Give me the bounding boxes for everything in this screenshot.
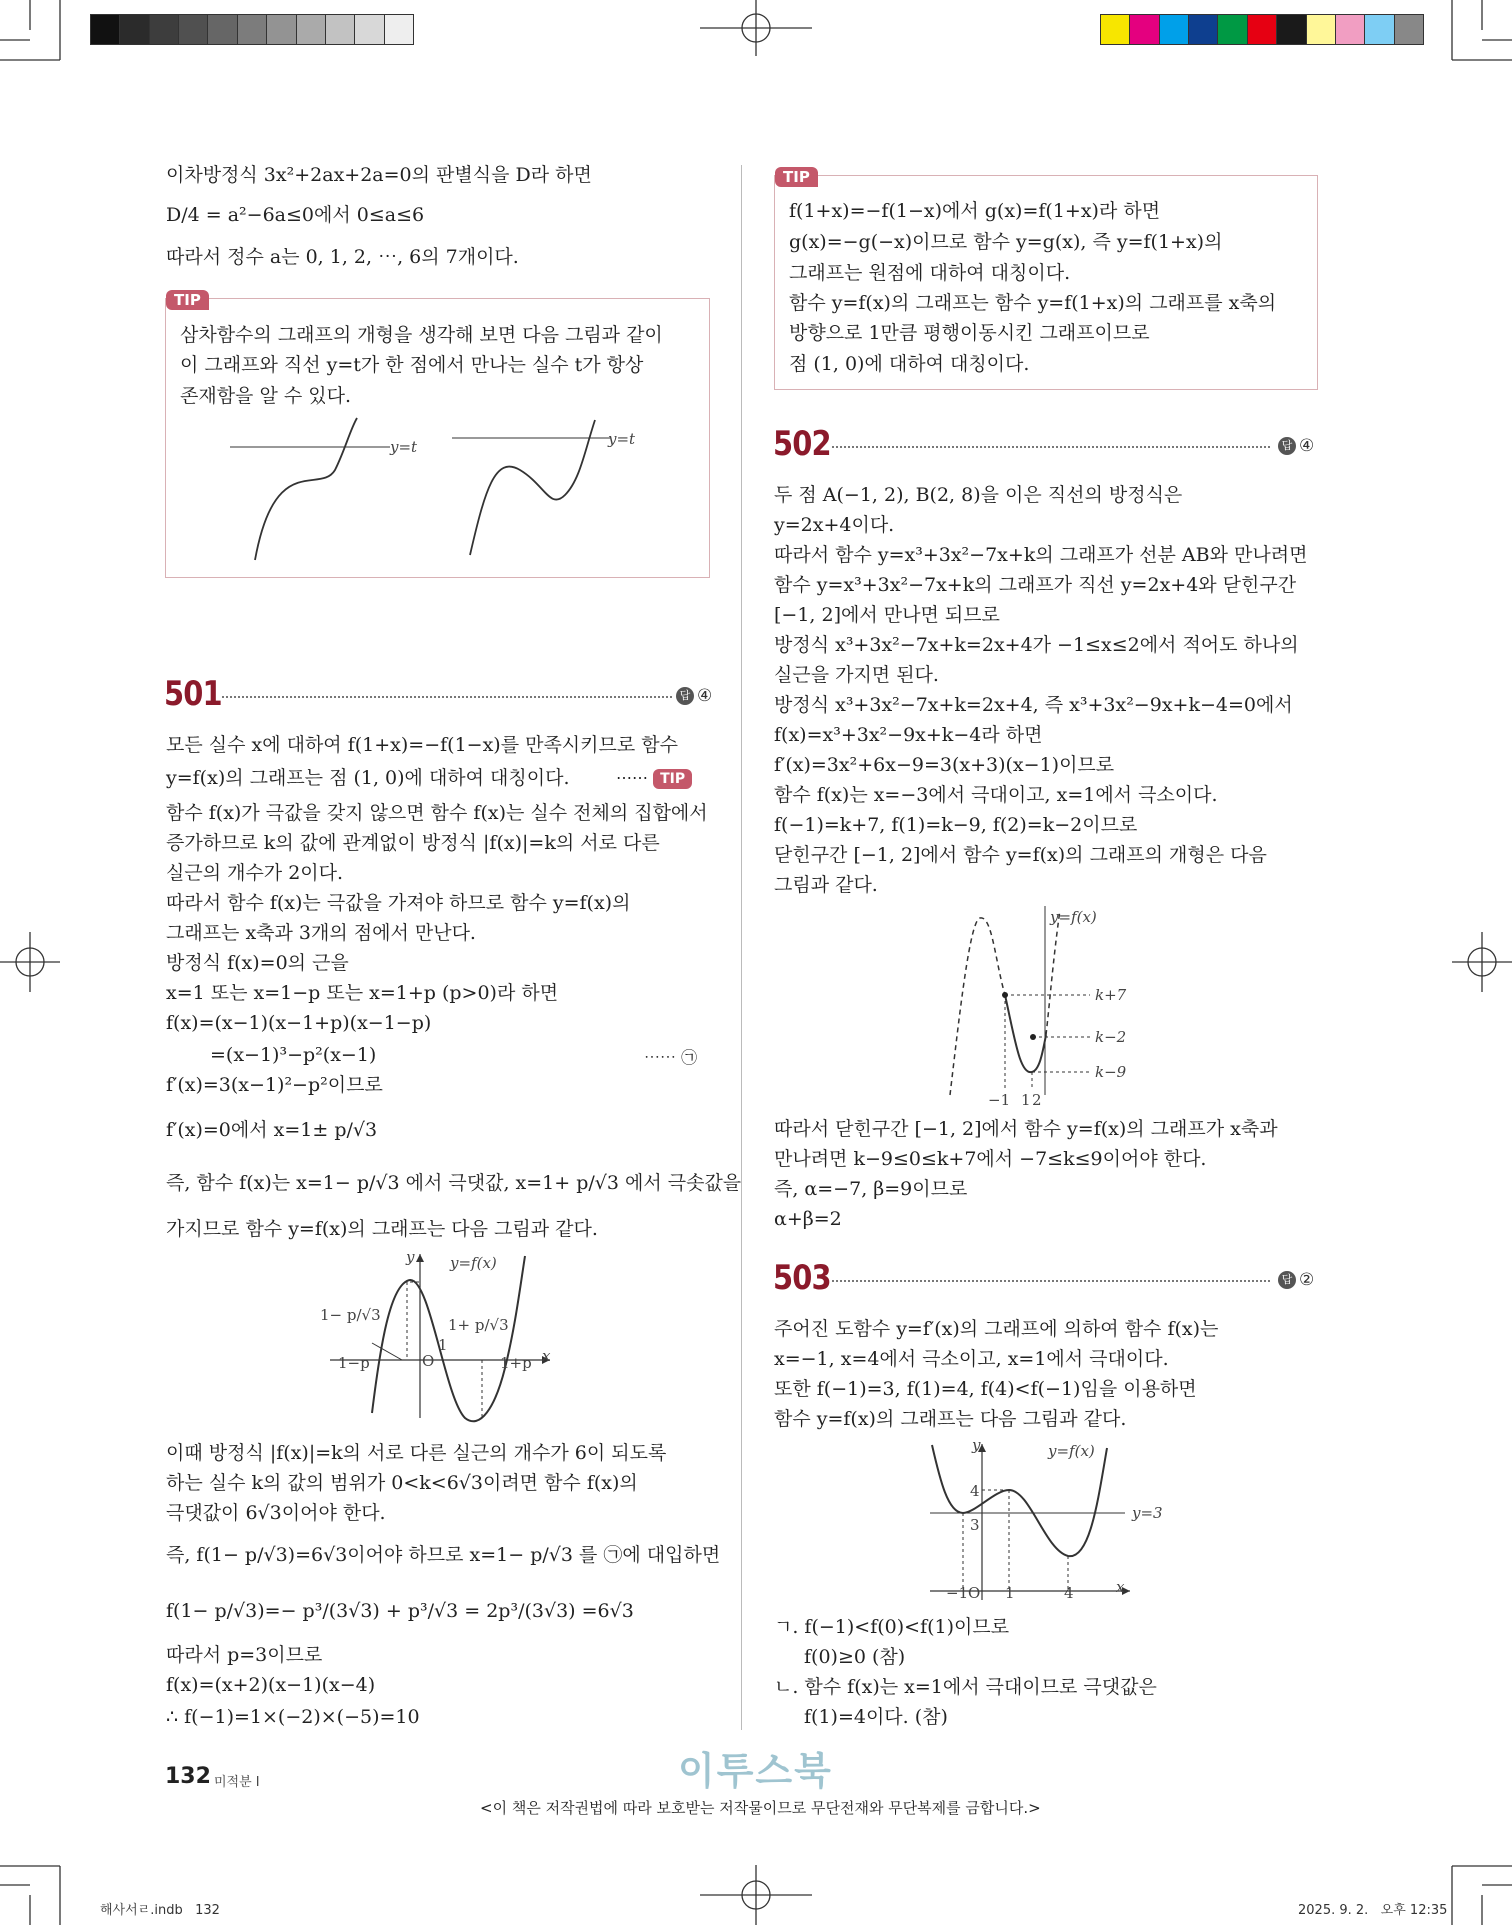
quartic-curve — [932, 1445, 1107, 1556]
intro-line-2: D/4 = a²−6a≤0에서 0≤a≤6 — [166, 204, 425, 226]
p501-line-6: 따라서 함수 f(x)는 극값을 가져야 하므로 함수 y=f(x)의 — [166, 892, 631, 914]
problem-501-dots — [222, 696, 672, 698]
tip-cubic-graphs — [220, 410, 640, 570]
p502-line-13: 닫힌구간 [−1, 2]에서 함수 y=f(x)의 그래프의 개형은 다음 — [774, 844, 1267, 866]
p503-line-3: 또한 f(−1)=3, f(1)=4, f(4)<f(−1)임을 이용하면 — [774, 1378, 1197, 1400]
p501-line-9: x=1 또는 x=1−p 또는 x=1+p (p>0)라 하면 — [166, 982, 559, 1004]
p501-line-13: f′(x)=0에서 x=1± p/√3 — [166, 1119, 378, 1141]
graph-one: 1 — [438, 1336, 448, 1354]
right-tip-line-5: 방향으로 1만큼 평행이동시킨 그래프이므로 — [789, 322, 1150, 344]
p502-line-8: 방정식 x³+3x²−7x+k=2x+4, 즉 x³+3x²−9x+k−4=0에서 — [774, 694, 1293, 716]
p501-line-15: 가지므로 함수 y=f(x)의 그래프는 다음 그림과 같다. — [166, 1218, 598, 1240]
graph-y-label: y — [972, 1440, 981, 1454]
copyright-notice: <이 책은 저작권법에 따라 보호받는 저작물이므로 무단전재와 무단복제를 금합니다.> — [480, 1799, 1041, 1817]
graph-min-x: 1+ p/√3 — [448, 1316, 509, 1334]
p503-line-1: 주어진 도함수 y=f′(x)의 그래프에 의하여 함수 f(x)는 — [774, 1318, 1219, 1340]
graph-x-label: x — [542, 1347, 551, 1365]
tip1-line-3: 존재함을 알 수 있다. — [180, 385, 351, 407]
p502-line-4: 함수 y=x³+3x²−7x+k의 그래프가 직선 y=2x+4와 닫힌구간 — [774, 574, 1297, 596]
label-x-2: 2 — [1032, 1091, 1042, 1109]
graph-y4: 4 — [970, 1482, 980, 1500]
graph-x1: 1 — [1005, 1584, 1015, 1602]
point-k-minus-2 — [1030, 1034, 1036, 1040]
right-tip-line-2: g(x)=−g(−x)이므로 함수 y=g(x), 즉 y=f(1+x)의 — [789, 231, 1223, 253]
problem-503-dots — [832, 1280, 1270, 1282]
right-tip-line-3: 그래프는 원점에 대하여 대칭이다. — [789, 262, 1071, 284]
p501-after-5: f(1− p/√3)=− p³/(3√3) + p³/√3 = 2p³/(3√3) =6√3 — [166, 1600, 634, 1622]
label-k-minus-9: k−9 — [1095, 1063, 1127, 1081]
p502-graph — [940, 900, 1160, 1110]
label-k-minus-2: k−2 — [1095, 1028, 1127, 1046]
graph-origin: O — [422, 1352, 435, 1370]
right-tip-label: TIP — [775, 167, 818, 187]
p502-line-11: 함수 f(x)는 x=−3에서 극대이고, x=1에서 극소이다. — [774, 784, 1218, 806]
p501-line-3: 함수 f(x)가 극값을 갖지 않으면 함수 f(x)는 실수 전체의 집합에서 — [166, 802, 708, 824]
p502-line-14: 그림과 같다. — [774, 874, 878, 896]
intro-line-1: 이차방정식 3x²+2ax+2a=0의 판별식을 D라 하면 — [166, 164, 592, 186]
right-tip-line-6: 점 (1, 0)에 대하여 대칭이다. — [789, 353, 1030, 375]
label-k-plus-7: k+7 — [1095, 986, 1127, 1004]
p501-graph — [310, 1248, 570, 1428]
tip1-line-2: 이 그래프와 직선 y=t가 한 점에서 만나는 실수 t가 항상 — [180, 354, 644, 376]
p501-after-3: 극댓값이 6√3이어야 한다. — [166, 1502, 386, 1524]
p502-after-4: α+β=2 — [774, 1208, 842, 1230]
p502-line-10: f′(x)=3x²+6x−9=3(x+3)(x−1)이므로 — [774, 754, 1115, 776]
graph-origin: O — [968, 1584, 981, 1602]
graph-line-label: y=3 — [1132, 1504, 1163, 1522]
p501-line-7: 그래프는 x축과 3개의 점에서 만난다. — [166, 922, 476, 944]
p502-line-1: 두 점 A(−1, 2), B(2, 8)을 이은 직선의 방정식은 — [774, 484, 1183, 506]
p502-after-2: 만나려면 k−9≤0≤k+7에서 −7≤k≤9이어야 한다. — [774, 1148, 1207, 1170]
subject-label: 미적분 I — [214, 1775, 260, 1790]
graph-x-neg1: −1 — [946, 1584, 969, 1602]
problem-503-answer: 답 ② — [1278, 1270, 1314, 1290]
p501-after-4: 즉, f(1− p/√3)=6√3이어야 하므로 x=1− p/√3 를 ㉠에 대입하면 — [166, 1544, 721, 1566]
p502-line-9: f(x)=x³+3x²−9x+k−4라 하면 — [774, 724, 1043, 746]
p501-after-1: 이때 방정식 |f(x)|=k의 서로 다른 실근의 개수가 6이 되도록 — [166, 1442, 667, 1464]
label-x-neg1: −1 — [988, 1091, 1011, 1109]
problem-502-dots — [832, 446, 1270, 448]
p501-after-8: ∴ f(−1)=1×(−2)×(−5)=10 — [166, 1706, 420, 1728]
p503-line-2: x=−1, x=4에서 극소이고, x=1에서 극대이다. — [774, 1348, 1169, 1370]
problem-503-number: 503 — [773, 1258, 831, 1298]
p501-marker: ⋯⋯ ㉠ — [644, 1048, 698, 1067]
cubic-curve-monotone — [255, 418, 357, 560]
point-k-plus-7 — [1002, 992, 1008, 998]
p503-line-4: 함수 y=f(x)의 그래프는 다음 그림과 같다. — [774, 1408, 1127, 1430]
graph-y3: 3 — [970, 1516, 980, 1534]
page-number: 132 — [165, 1764, 211, 1789]
p503-item-2b: f(1)=4이다. (참) — [804, 1706, 948, 1728]
p501-after-6: 따라서 p=3이므로 — [166, 1644, 323, 1666]
graph-x4: 4 — [1064, 1584, 1074, 1602]
y-t-label-2: y=t — [608, 430, 636, 448]
tip-inline-label: TIP — [653, 769, 692, 789]
p501-line-8: 방정식 f(x)=0의 근을 — [166, 952, 349, 974]
p501-line-12: f′(x)=3(x−1)²−p²이므로 — [166, 1074, 383, 1096]
cubic-curve — [372, 1256, 525, 1421]
p501-line-14: 즉, 함수 f(x)는 x=1− p/√3 에서 극댓값, x=1+ p/√3 에서 극솟값을 — [166, 1172, 742, 1194]
intro-line-3: 따라서 정수 a는 0, 1, 2, ⋯, 6의 7개이다. — [166, 246, 519, 268]
graph-x-label: x — [1116, 1578, 1125, 1596]
p501-after-2: 하는 실수 k의 값의 범위가 0<k<6√3이려면 함수 f(x)의 — [166, 1472, 638, 1494]
p501-line-1: 모든 실수 x에 대하여 f(1+x)=−f(1−x)를 만족시키므로 함수 — [166, 734, 678, 756]
p502-after-3: 즉, α=−7, β=9이므로 — [774, 1178, 968, 1200]
p501-tip-ref: ⋯⋯ TIP — [616, 768, 692, 789]
graph-curve-label: y=f(x) — [450, 1254, 497, 1272]
column-divider — [741, 165, 742, 1730]
p502-line-7: 실근을 가지면 된다. — [774, 664, 939, 686]
right-tip-line-1: f(1+x)=−f(1−x)에서 g(x)=f(1+x)라 하면 — [789, 200, 1161, 222]
y-t-label-1: y=t — [390, 438, 418, 456]
graph-y-label: y — [406, 1248, 415, 1266]
p501-line-4: 증가하므로 k의 값에 관계없이 방정식 |f(x)|=k의 서로 다른 — [166, 832, 660, 854]
dashed-curve-left — [950, 918, 1005, 1095]
p502-line-12: f(−1)=k+7, f(1)=k−9, f(2)=k−2이므로 — [774, 814, 1138, 836]
dashed-curve-right — [1046, 910, 1060, 1035]
p503-item-1b: f(0)≥0 (참) — [804, 1646, 906, 1668]
graph-right-root: 1+p — [500, 1354, 532, 1372]
p501-line-11: =(x−1)³−p²(x−1) — [210, 1044, 377, 1066]
p501-line-5: 실근의 개수가 2이다. — [166, 862, 344, 884]
p501-after-7: f(x)=(x+2)(x−1)(x−4) — [166, 1674, 376, 1696]
p502-after-1: 따라서 닫힌구간 [−1, 2]에서 함수 y=f(x)의 그래프가 x축과 — [774, 1118, 1278, 1140]
p502-line-5: [−1, 2]에서 만나면 되므로 — [774, 604, 1000, 626]
tip1-line-1: 삼차함수의 그래프의 개형을 생각해 보면 다음 그림과 같이 — [180, 324, 663, 346]
problem-502-answer: 답 ④ — [1278, 436, 1314, 456]
p503-item-2: ㄴ. 함수 f(x)는 x=1에서 극대이므로 극댓값은 — [774, 1676, 1157, 1698]
tip-label: TIP — [166, 290, 209, 310]
cubic-curve-with-extrema — [470, 420, 595, 555]
p501-line-10: f(x)=(x−1)(x−1+p)(x−1−p) — [166, 1012, 432, 1034]
problem-501-number: 501 — [164, 674, 222, 714]
print-file-name: 해사서ㄹ.indb 132 — [100, 1903, 220, 1918]
p503-item-1: ㄱ. f(−1)<f(0)<f(1)이므로 — [774, 1616, 1010, 1638]
graph-curve-label: y=f(x) — [1048, 1442, 1095, 1460]
p502-line-2: y=2x+4이다. — [774, 514, 895, 536]
problem-502-number: 502 — [773, 424, 831, 464]
graph-curve-label: y=f(x) — [1050, 908, 1097, 926]
print-timestamp: 2025. 9. 2. 오후 12:35 — [1298, 1903, 1448, 1918]
problem-501-answer: 답 ④ — [676, 686, 712, 706]
graph-left-root: 1−p — [338, 1354, 370, 1372]
p501-line-2: y=f(x)의 그래프는 점 (1, 0)에 대하여 대칭이다. — [166, 767, 570, 789]
p502-line-3: 따라서 함수 y=x³+3x²−7x+k의 그래프가 선분 AB와 만나려면 — [774, 544, 1308, 566]
solid-curve — [1005, 995, 1046, 1072]
right-tip-line-4: 함수 y=f(x)의 그래프는 함수 y=f(1+x)의 그래프를 x축의 — [789, 292, 1277, 314]
watermark-logo: 이투스북 — [678, 1749, 833, 1793]
graph-max-x: 1− p/√3 — [320, 1306, 381, 1324]
p502-line-6: 방정식 x³+3x²−7x+k=2x+4가 −1≤x≤2에서 적어도 하나의 — [774, 634, 1299, 656]
p503-graph — [920, 1440, 1180, 1605]
label-x-1: 1 — [1021, 1091, 1031, 1109]
